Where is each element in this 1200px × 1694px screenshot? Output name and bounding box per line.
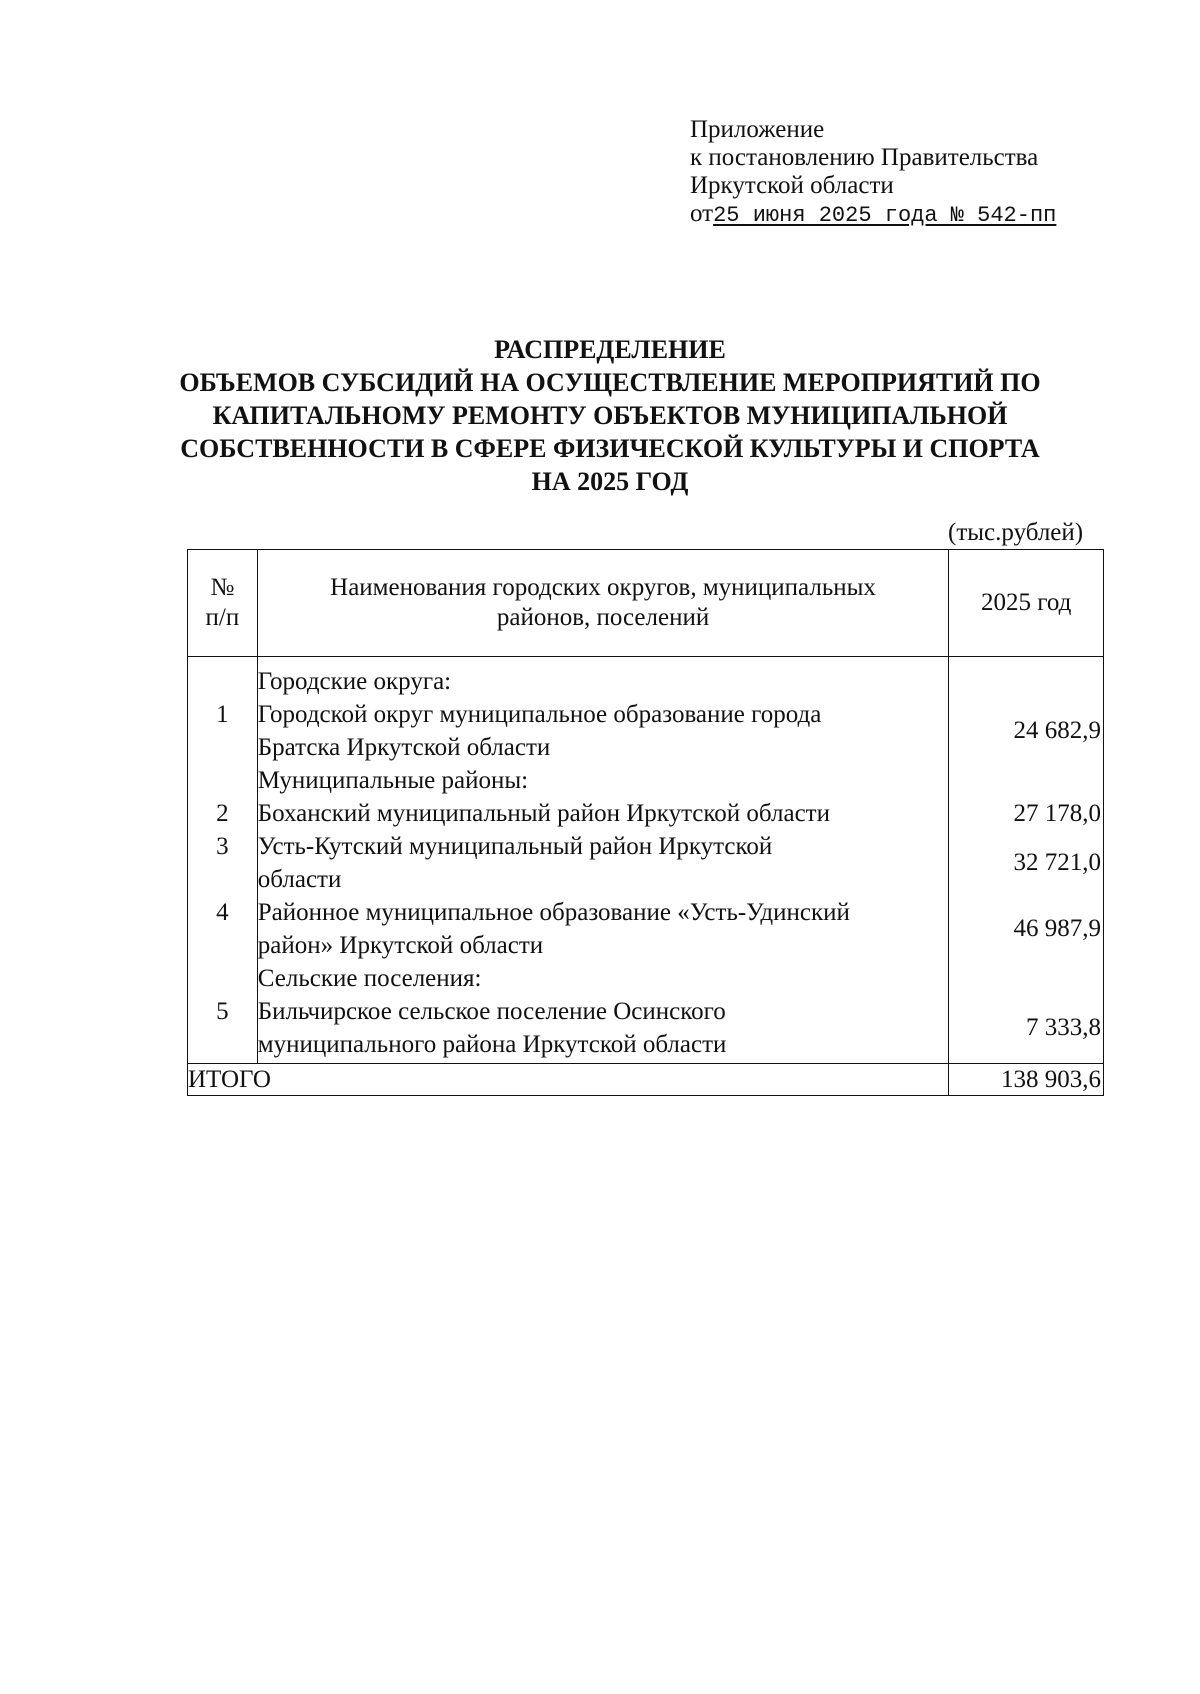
row-name: район» Иркутской области	[257, 932, 544, 959]
row-value	[949, 764, 1103, 797]
row-value-spacer	[949, 1044, 1103, 1061]
total-value: 138 903,6	[949, 1064, 1104, 1096]
row-value	[949, 962, 1103, 995]
row-value: 24 682,9	[1013, 717, 1101, 744]
row-value	[949, 995, 1103, 1011]
number-column	[188, 657, 258, 1064]
total-label: ИТОГО	[188, 1064, 949, 1096]
header-number-line2: п/п	[205, 604, 240, 631]
row-name: муниципального района Иркутской области	[257, 1031, 727, 1058]
row-number	[188, 962, 257, 995]
appendix-date-prefix: от	[690, 200, 714, 227]
row-number: 2	[216, 800, 229, 827]
row-value	[949, 896, 1103, 912]
header-number-line1: №	[210, 574, 235, 601]
appendix-reference: к постановлению Правительства	[690, 144, 1039, 171]
header-year: 2025 год	[949, 550, 1104, 657]
appendix-block	[690, 116, 1056, 230]
row-value	[949, 830, 1103, 846]
row-name: Братска Иркутской области	[257, 734, 551, 761]
row-number	[188, 764, 257, 797]
row-name: Бильчирское сельское поселение Осинского	[257, 998, 726, 1025]
appendix-date-line	[690, 200, 1056, 230]
row-number: 1	[216, 701, 229, 728]
header-name	[257, 550, 949, 657]
row-number: 5	[216, 998, 229, 1025]
row-value-spacer	[949, 747, 1103, 764]
total-row	[188, 1064, 1104, 1096]
row-value: 32 721,0	[1013, 849, 1101, 876]
title-line-2: ОБЪЕМОВ СУБСИДИЙ НА ОСУЩЕСТВЛЕНИЕ МЕРОПРИЯТИЙ ПО	[179, 368, 1041, 397]
row-value	[949, 698, 1103, 714]
title-line-4: СОБСТВЕННОСТИ В СФЕРЕ ФИЗИЧЕСКОЙ КУЛЬТУРЫ И СПОРТА	[180, 434, 1040, 463]
row-name: Усть-Кутский муниципальный район Иркутской	[257, 833, 773, 860]
row-value-spacer	[949, 945, 1103, 962]
header-name-line2: районов, поселений	[496, 604, 710, 631]
appendix-date-value: 25 июня 2025 года № 542-пп	[713, 203, 1057, 228]
units-label: (тыс.рублей)	[948, 519, 1084, 546]
appendix-title: Приложение	[690, 116, 825, 143]
table-header-row	[188, 550, 1104, 657]
row-name: Сельские поселения:	[257, 965, 482, 992]
name-column	[257, 657, 949, 1064]
row-name: области	[257, 866, 342, 893]
value-column	[949, 657, 1104, 1064]
table-body-row	[188, 657, 1104, 1064]
row-number	[188, 665, 257, 698]
row-value: 27 178,0	[1013, 800, 1101, 827]
row-name: Городской округ муниципальное образование города	[257, 701, 822, 728]
appendix-region: Иркутской области	[690, 172, 894, 199]
title-line-3: КАПИТАЛЬНОМУ РЕМОНТУ ОБЪЕКТОВ МУНИЦИПАЛЬНОЙ	[212, 401, 1008, 430]
row-number	[188, 1028, 257, 1061]
row-value: 46 987,9	[1013, 915, 1101, 942]
row-value: 7 333,8	[1026, 1014, 1101, 1041]
header-name-line1: Наименования городских округов, муниципальных	[330, 574, 876, 601]
header-number	[188, 550, 258, 657]
row-name: Районное муниципальное образование «Усть-Удинский	[257, 899, 850, 926]
row-name: Городские округа:	[257, 668, 452, 695]
document-title	[150, 333, 1070, 498]
row-number: 3	[216, 833, 229, 860]
row-value	[949, 665, 1103, 698]
row-number	[188, 731, 257, 764]
distribution-table	[187, 549, 1104, 1096]
title-line-5: НА 2025 ГОД	[531, 467, 689, 496]
row-number	[188, 863, 257, 896]
row-name: Боханский муниципальный район Иркутской области	[257, 800, 830, 827]
row-number	[188, 929, 257, 962]
row-name: Муниципальные районы:	[257, 767, 529, 794]
row-number: 4	[216, 899, 229, 926]
row-value-spacer	[949, 879, 1103, 896]
title-line-1: РАСПРЕДЕЛЕНИЕ	[494, 335, 726, 364]
